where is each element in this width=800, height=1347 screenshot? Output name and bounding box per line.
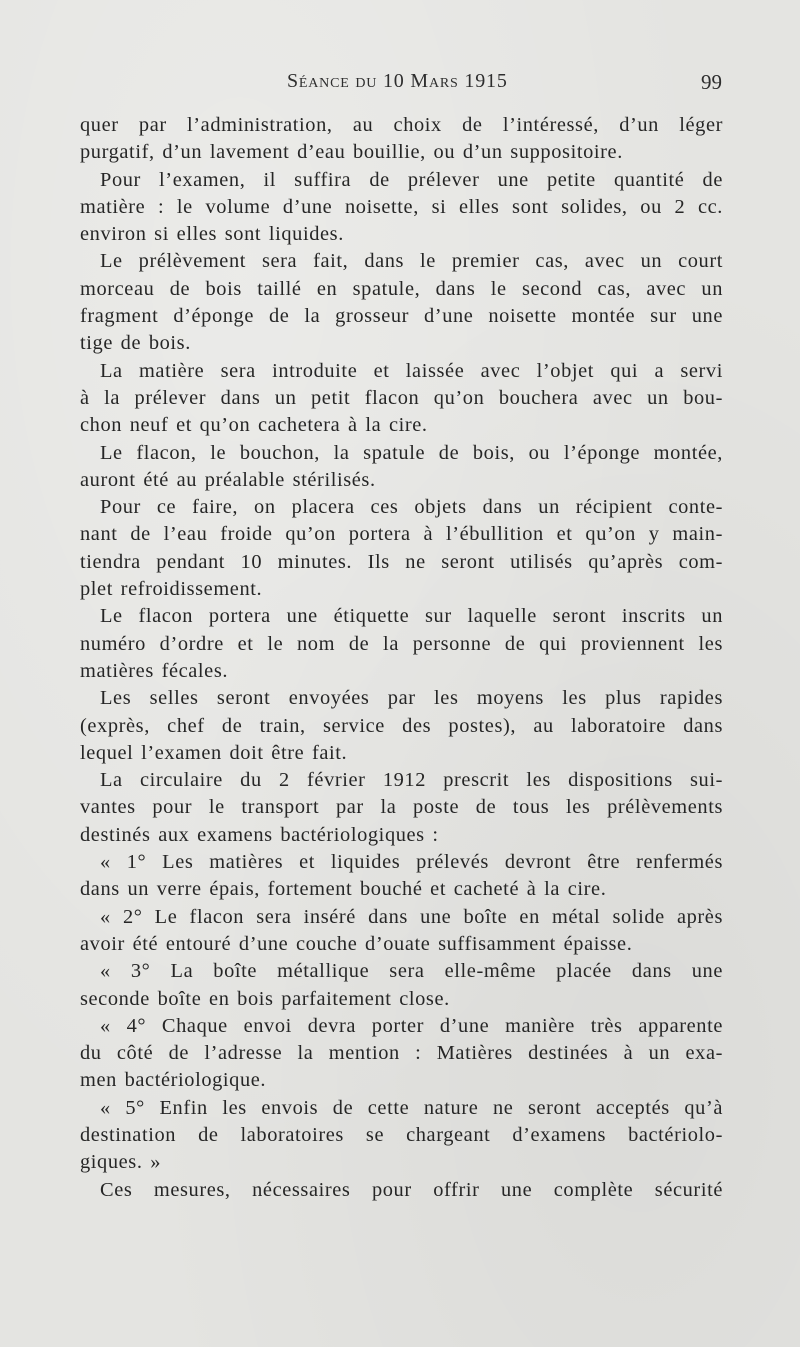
text-line: chon neuf et qu’on cachetera à la cire. [80,414,428,437]
text-line: « 4° Chaque envoi devra porter d’une manière très apparente [100,1014,723,1037]
text-line: Ces mesures, nécessaires pour offrir une complète sécurité [100,1178,723,1201]
text-line: « 1° Les matières et liquides prélevés devront être renfermés [100,851,723,874]
text-line: giques. » [80,1151,162,1174]
running-title: Séance du 10 Mars 1915 [287,70,508,92]
text-line: vantes pour le transport par la poste de tous les prélèvements [80,796,723,819]
text-line: destination de laboratoires se chargeant d’examens bactériolo- [80,1123,723,1146]
text-line: Le flacon portera une étiquette sur laquelle seront inscrits un [100,605,723,628]
text-line: quer par l’administration, au choix de l’intéressé, d’un léger [80,114,723,136]
text-line: nant de l’eau froide qu’on portera à l’ébullition et qu’on y main- [80,523,723,546]
text-line: numéro d’ordre et le nom de la personne de qui proviennent les [80,632,723,655]
text-line: tiendra pendant 10 minutes. Ils ne seront utilisés qu’après com- [80,550,723,573]
text-line: (exprès, chef de train, service des postes), au laboratoire dans [80,714,723,737]
running-header [82,70,722,100]
text-line: Le flacon, le bouchon, la spatule de bois, ou l’éponge montée, [100,441,723,464]
text-line: « 2° Le flacon sera inséré dans une boîte en métal solide après [100,905,723,928]
text-line: morceau de bois taillé en spatule, dans le second cas, avec un [80,277,723,300]
text-line: auront été au préalable stérilisés. [80,468,376,491]
text-line: men bactériologique. [80,1069,267,1092]
text-line: environ si elles sont liquides. [80,223,344,246]
text-line: Pour ce faire, on placera ces objets dans un récipient conte- [100,496,723,519]
text-line: « 5° Enfin les envois de cette nature ne seront acceptés qu’à [100,1096,723,1119]
text-line: matière : le volume d’une noisette, si elles sont solides, ou 2 cc. [80,195,723,218]
text-line: dans un verre épais, fortement bouché et cacheté à la cire. [80,878,607,901]
text-line: avoir été entouré d’une couche d’ouate suffisamment épaisse. [80,932,633,955]
body-text [80,112,723,1204]
text-line: « 3° La boîte métallique sera elle-même placée dans une [100,960,723,983]
text-line: purgatif, d’un lavement d’eau bouillie, ou d’un suppositoire. [80,141,623,164]
text-line: seconde boîte en bois parfaitement close. [80,987,450,1010]
text-line: à la prélever dans un petit flacon qu’on bouchera avec un bou- [80,386,723,409]
text-line: matières fécales. [80,659,229,682]
text-line: plet refroidissement. [80,578,263,601]
page-number: 99 [701,70,722,94]
text-line: tige de bois. [80,332,191,355]
text-line: La circulaire du 2 février 1912 prescrit les dispositions sui- [100,769,723,792]
text-line: Pour l’examen, il suffira de prélever une petite quantité de [100,168,723,191]
text-line: Le prélèvement sera fait, dans le premier cas, avec un court [100,250,723,273]
text-line: fragment d’éponge de la grosseur d’une noisette montée sur une [80,305,723,328]
text-line: Les selles seront envoyées par les moyens les plus rapides [100,687,723,710]
text-line: du côté de l’adresse la mention : Matières destinées à un exa- [80,1042,723,1065]
text-line: lequel l’examen doit être fait. [80,741,348,764]
text-line: destinés aux examens bactériologiques : [80,823,439,846]
text-line: La matière sera introduite et laissée avec l’objet qui a servi [100,359,723,382]
